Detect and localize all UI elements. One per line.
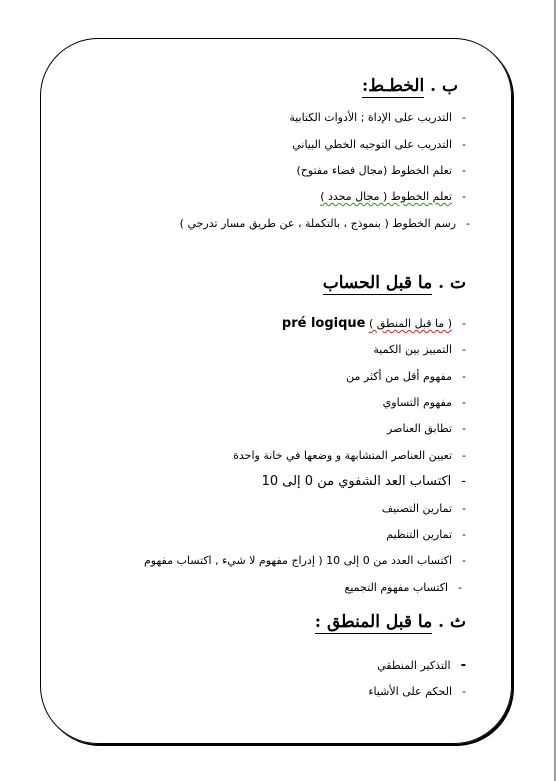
section-th-dot: .	[438, 612, 445, 632]
section-t-title: ما قبل الحساب	[322, 273, 433, 293]
section-b-item-5: -رسم الخطوط ( بنموذج ، بالتكملة ، عن طريق مسار تدرجي )	[179, 217, 470, 230]
section-t-intro: -( ما قبل المنطق ) pré logique	[281, 316, 466, 331]
section-th-item-1: -التذكير المنطقي	[377, 658, 466, 673]
section-t-item-3: -مفهوم التساوي	[382, 396, 466, 409]
section-t-item-4: -تطابق العناصر	[387, 422, 466, 435]
section-t-item-10: -اكتساب مفهوم التجميع	[344, 581, 462, 594]
section-b-item-3: -تعلم الخطوط (مجال فضاء مفتوح)	[296, 164, 466, 177]
section-th-title: ما قبل المنطق :	[314, 612, 433, 632]
section-t-item-9: -اكتساب العدد من 0 إلى 10 ( إدراج مفهوم لا شيء , اكتساب مفهوم	[143, 554, 466, 567]
section-th-item-2: -الحكم على الأشياء	[368, 685, 466, 698]
section-t-item-6: -اكتساب العد الشفوي من 0 إلى 10	[261, 474, 466, 489]
section-th-letter: ث	[449, 612, 466, 632]
section-t-item-5: -تعيين العناصر المتشابهة و وضعها في خانة واحدة	[233, 449, 466, 462]
section-b-dot: .	[430, 76, 437, 96]
section-t-item-2: -مفهوم أقل من أكثر من	[346, 370, 466, 383]
section-b-item-4: -تعلم الخطوط ( مجال محدد )	[320, 190, 466, 203]
section-b-item-1: -التدريب على الإداة ; الأدوات الكتابية	[289, 111, 466, 124]
section-t-heading	[323, 273, 466, 293]
section-b-heading	[362, 76, 458, 96]
section-t-item-7: -تمارين التصنيف	[381, 502, 466, 515]
section-t-dot: .	[438, 273, 445, 293]
section-th-heading	[315, 612, 466, 632]
section-t-letter: ت	[449, 273, 466, 293]
section-b-title: الخطـط:	[362, 76, 425, 96]
section-b-item-2: -التدريب على التوجيه الخطي البياني	[292, 138, 466, 151]
section-t-item-1: -التمييز بين الكمية	[373, 343, 466, 356]
section-b-letter: ب	[441, 76, 458, 96]
pre-logique-label: pré logique	[281, 316, 366, 331]
section-t-item-8: -تمارين التنظيم	[386, 528, 466, 541]
